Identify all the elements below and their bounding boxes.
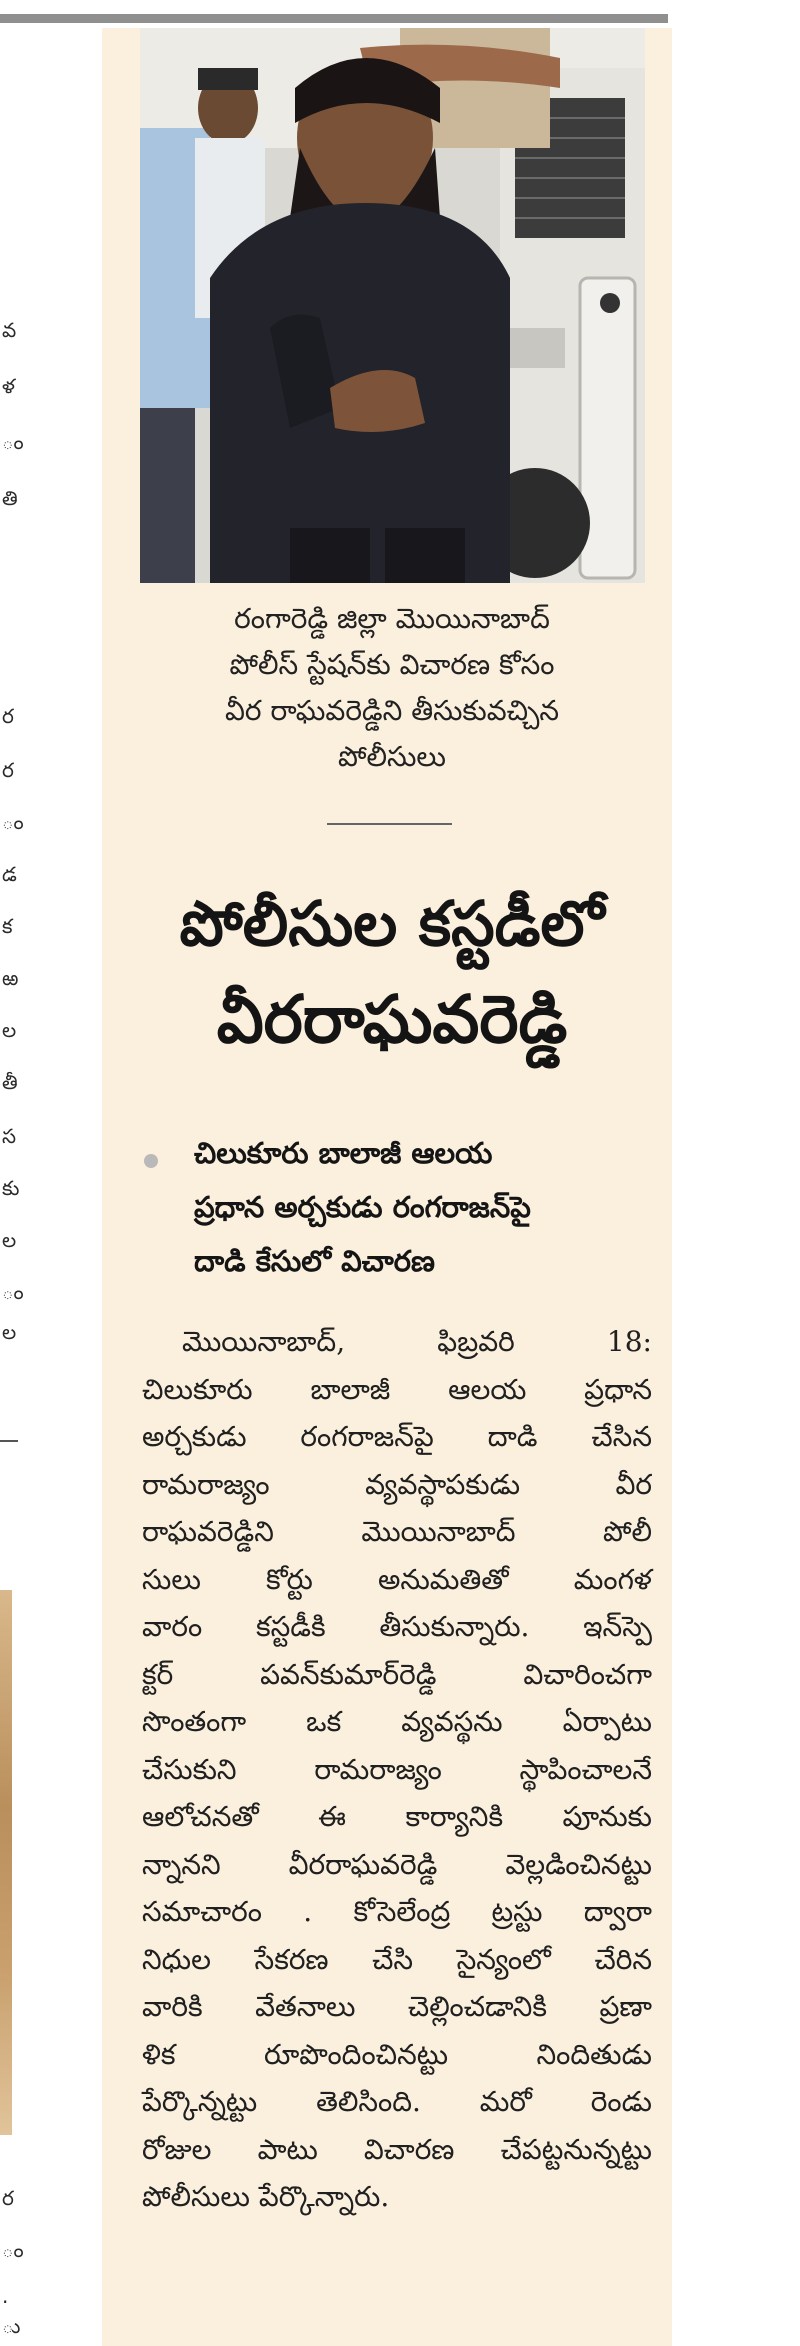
gutter-glyph: క: [2, 914, 13, 938]
headline-line-2: వీరరాఘవరెడ్డి: [216, 981, 568, 1058]
gutter-glyph: ర: [2, 704, 14, 728]
body-line: చిలుకూరు బాలాజీ ఆలయ ప్రధాన: [142, 1372, 652, 1406]
headline-line-1: పోలీసుల కస్టడీలో: [179, 887, 605, 960]
body-line: వారికి వేతనాలు చెల్లించడానికి ప్రణా: [142, 1990, 652, 2023]
body-line: అర్చకుడు రంగరాజన్‌పై దాడి చేసిన: [142, 1420, 652, 1453]
gutter-glyph: డ: [2, 862, 17, 886]
caption-line: రంగారెడ్డి జిల్లా మొయినాబాద్: [234, 602, 550, 635]
article-headline: [122, 878, 662, 1070]
gutter-glyph: ఱ: [2, 966, 19, 990]
body-line: సులు కోర్టు అనుమతితో మంగళ: [142, 1562, 652, 1596]
body-line: చేసుకుని రామరాజ్యం స్థాపించాలనే: [142, 1752, 652, 1786]
top-divider-rule: [0, 14, 668, 23]
body-line: రాఘవరెడ్డిని మొయినాబాద్ పోలీ: [142, 1515, 652, 1548]
gutter-glyph: ల: [2, 1018, 17, 1042]
gutter-glyph: ల: [2, 1320, 17, 1344]
adjacent-photo-edge: [0, 1590, 12, 2135]
gutter-glyph: ం: [2, 2238, 24, 2262]
gutter-glyph: ం: [2, 810, 24, 834]
gutter-glyph: తి: [2, 486, 18, 510]
photo-caption: [132, 596, 652, 780]
body-line: క్టర్ పవన్‌కుమార్‌రెడ్డి విచారించగా: [142, 1657, 652, 1691]
body-line: వారం కస్టడీకి తీసుకున్నారు. ఇన్‌స్పె: [142, 1610, 652, 1643]
body-line: సమాచారం . కోసెలేంద్ర ట్రస్టు ద్వారా: [142, 1895, 652, 1928]
gutter-glyph: ర: [2, 758, 14, 782]
article-subheading: [194, 1126, 659, 1288]
caption-line: వీర రాఘవరెడ్డిని తీసుకువచ్చిన: [225, 694, 559, 727]
gutter-glyph: ం: [2, 430, 24, 454]
gutter-glyph: ు: [2, 2314, 21, 2338]
news-photo: [140, 28, 645, 583]
article-body: [142, 1318, 652, 2221]
adjacent-column-fragment: [0, 0, 22, 2346]
gutter-glyph: వ: [2, 318, 17, 342]
body-line: న్నానని వీరరాఘవరెడ్డి వెల్లడించినట్టు: [142, 1847, 652, 1881]
article-column: [102, 28, 672, 2346]
body-line: నిధుల సేకరణ చేసి సైన్యంలో చేరిన: [142, 1942, 652, 1976]
gutter-glyph: .: [2, 2284, 9, 2308]
police-escort-photo: [140, 28, 645, 583]
body-line: ఆలోచనతో ఈ కార్యానికి పూనుకు: [142, 1800, 652, 1833]
subhead-line: చిలుకూరు బాలాజీ ఆలయ: [194, 1136, 493, 1170]
body-line: సొంతంగా ఒక వ్యవస్థను ఏర్పాటు: [142, 1705, 652, 1738]
gutter-glyph: ల: [2, 1228, 17, 1252]
caption-line: పోలీసులు: [338, 740, 446, 773]
body-line: రామరాజ్యం వ్యవస్థాపకుడు వీర: [142, 1467, 652, 1501]
body-line: రోజుల పాటు విచారణ చేపట్టనున్నట్టు: [142, 2132, 652, 2166]
subhead-line: ప్రధాన అర్చకుడు రంగరాజన్‌పై: [194, 1190, 531, 1224]
caption-line: పోలీస్ స్టేషన్‌కు విచారణ కోసం: [229, 648, 555, 681]
gutter-glyph: తీ: [2, 1070, 18, 1094]
gutter-divider: [0, 1440, 18, 1442]
bullet-dot-icon: [144, 1154, 158, 1168]
gutter-glyph: ళ: [2, 374, 15, 398]
gutter-glyph: ం: [2, 1280, 24, 1304]
body-line: పేర్కొన్నట్టు తెలిసింది. మరో రెండు: [142, 2085, 652, 2118]
caption-underline: [327, 823, 452, 825]
body-line: మొయినాబాద్, ఫిబ్రవరి 18:: [182, 1325, 652, 1358]
subhead-line: దాడి కేసులో విచారణ: [194, 1244, 435, 1278]
body-line: ళిక రూపొందించినట్టు నిందితుడు: [142, 2037, 652, 2071]
gutter-glyph: స: [2, 1124, 17, 1148]
gutter-glyph: ర: [2, 2186, 14, 2210]
body-line: పోలీసులు పేర్కొన్నారు.: [142, 2180, 390, 2213]
gutter-glyph: కు: [2, 1176, 20, 1200]
